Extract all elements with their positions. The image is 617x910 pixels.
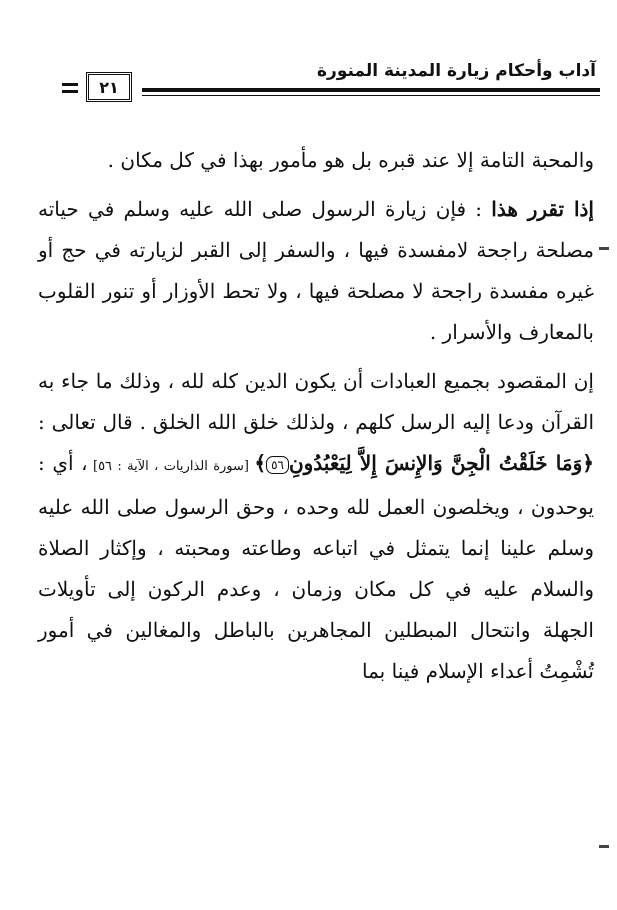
quran-verse: ﴿وَمَا خَلَقْتُ الْجِنَّ وَالإِنسَ إِلاَّ لِيَعْبُدُونِ: [288, 451, 594, 475]
header-rule-thin: [142, 95, 600, 96]
paragraph-3: [38, 361, 594, 692]
paragraph-1-text: والمحبة التامة إلا عند قبره بل هو مأمور بهذا في كل مكان .: [107, 148, 594, 172]
paragraph-1: [38, 140, 594, 181]
paragraph-3-intro: إن المقصود بجميع العبادات أن يكون الدين كله لله ، وذلك ما جاء به القرآن ودعا إليه الرسل كلهم ، ولذلك خلق الله الخلق . قال تعالى :: [38, 369, 594, 434]
margin-tick: [599, 247, 609, 250]
quran-verse-close: ﴾: [254, 451, 267, 475]
paragraph-2-lead: إذا تقرر هذا: [491, 197, 594, 221]
verse-number-badge: ٥٦: [266, 456, 289, 474]
page-number-box: [86, 72, 132, 102]
page-body: [38, 140, 594, 700]
margin-tick: [599, 845, 609, 848]
header-ornament: [62, 83, 78, 97]
paragraph-2: [38, 189, 594, 353]
paragraph-2-text: : فإن زيارة الرسول صلى الله عليه وسلم في حياته مصلحة راجحة لامفسدة فيها ، والسفر إلى القبر لزيارته في حج أو غيره مفسدة راجحة لا مصلحة فيها ، ولا تحط الأوزار أو تنور القلوب بالمعارف والأسرار .: [38, 197, 594, 344]
paragraph-3-rest: ، أي : يوحدون ، ويخلصون العمل لله وحده ، وحق الرسول صلى الله عليه وسلم علينا إنما يتمثل في اتباعه وطاعته ومحبته ، وإكثار الصلاة والسلام عليه في كل مكان وزمان ، وعدم الركون إلى تأويلات الجهلة وانتحال المبطلين المجاهرين بالباطل والمغالين في أمور تُشْمِتُ أعداء الإسلام فينا بما: [38, 451, 594, 683]
verse-reference: [سورة الذاريات ، الآية : ٥٦]: [87, 459, 255, 474]
header-rule-thick: [142, 88, 600, 92]
page-number: ٢١: [99, 77, 119, 97]
running-title: آداب وأحكام زيارة المدينة المنورة: [317, 61, 596, 81]
